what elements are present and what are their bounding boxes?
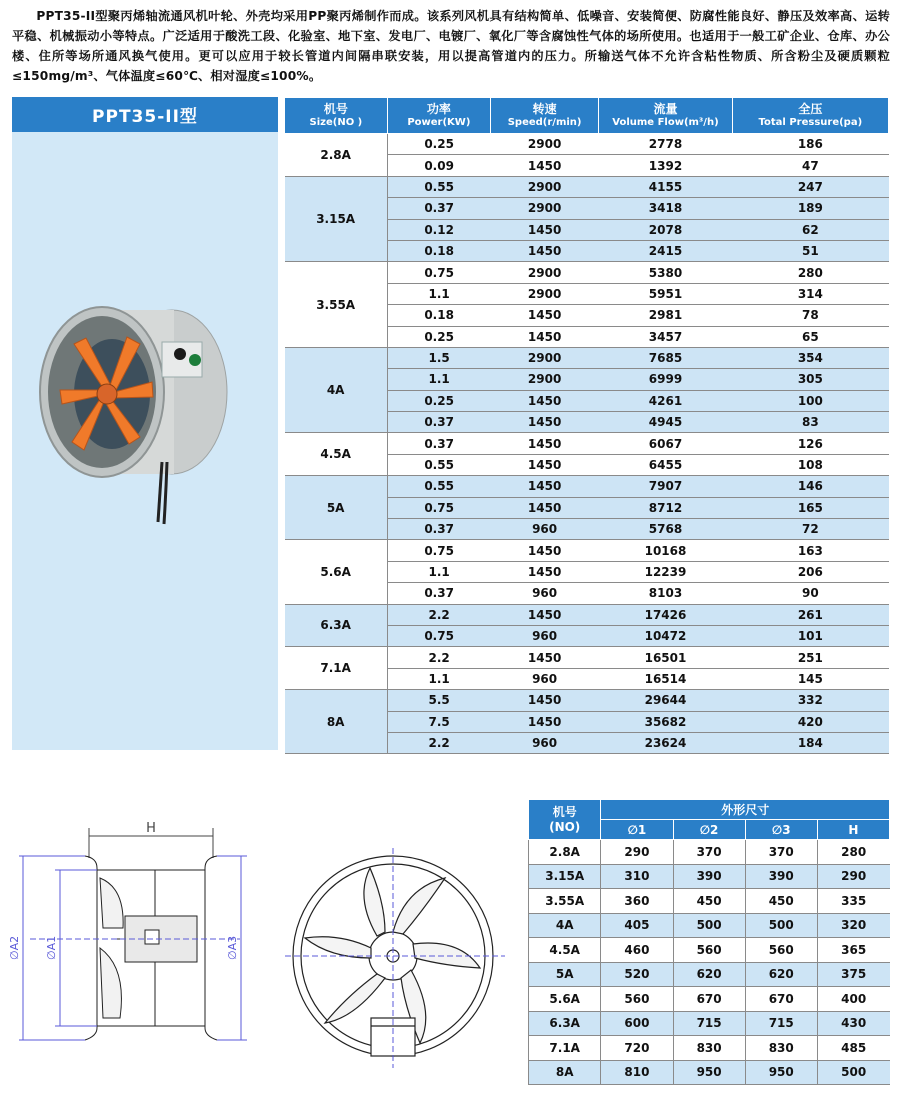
spec-cell-speed: 2900 [490, 369, 598, 390]
spec-cell-speed: 2900 [490, 283, 598, 304]
dim-header-d2: ∅2 [673, 820, 745, 840]
spec-cell-pressure: 78 [732, 305, 888, 326]
spec-cell-flow: 6067 [599, 433, 732, 454]
spec-cell-flow: 2981 [599, 305, 732, 326]
dim-cell-h: 400 [817, 987, 889, 1012]
dim-cell-h: 280 [817, 840, 889, 865]
spec-cell-power: 0.25 [387, 134, 490, 155]
spec-row [285, 176, 889, 197]
spec-cell-speed: 1450 [490, 326, 598, 347]
spec-cell-flow: 2778 [599, 134, 732, 155]
spec-cell-pressure: 305 [732, 369, 888, 390]
spec-table [284, 97, 889, 754]
dim-cell-d2: 620 [673, 962, 745, 987]
spec-cell-speed: 1450 [490, 690, 598, 711]
dim-cell-h: 290 [817, 864, 889, 889]
spec-cell-pressure: 145 [732, 668, 888, 689]
spec-cell-power: 1.1 [387, 283, 490, 304]
spec-cell-speed: 1450 [490, 219, 598, 240]
dim-cell-d2: 830 [673, 1036, 745, 1061]
dim-cell-d2: 500 [673, 913, 745, 938]
dim-header-h: H [817, 820, 889, 840]
spec-cell-speed: 1450 [490, 604, 598, 625]
spec-header-row [285, 98, 889, 134]
spec-cell-flow: 16514 [599, 668, 732, 689]
dim-header-group: 外形尺寸 [601, 800, 890, 820]
spec-cell-speed: 1450 [490, 476, 598, 497]
spec-cell-flow: 8103 [599, 583, 732, 604]
dim-cell-d1: 560 [601, 987, 673, 1012]
spec-cell-size: 6.3A [285, 604, 388, 647]
spec-cell-flow: 16501 [599, 647, 732, 668]
spec-cell-speed: 2900 [490, 198, 598, 219]
dim-cell-model: 8A [529, 1060, 601, 1085]
header-speed [490, 98, 598, 134]
spec-cell-size: 4.5A [285, 433, 388, 476]
dim-cell-d1: 405 [601, 913, 673, 938]
header-flow-cn: 流量 [653, 101, 678, 116]
dim-cell-d3: 450 [745, 889, 817, 914]
dim-row [529, 1011, 890, 1036]
spec-cell-pressure: 314 [732, 283, 888, 304]
header-flow [599, 98, 732, 134]
spec-cell-flow: 12239 [599, 561, 732, 582]
dim-label-a1: ∅A1 [45, 935, 58, 960]
spec-cell-power: 1.1 [387, 561, 490, 582]
dim-cell-h: 365 [817, 938, 889, 963]
spec-cell-flow: 35682 [599, 711, 732, 732]
spec-cell-speed: 1450 [490, 647, 598, 668]
spec-row [285, 647, 889, 668]
dim-cell-h: 500 [817, 1060, 889, 1085]
spec-cell-power: 5.5 [387, 690, 490, 711]
spec-cell-flow: 3457 [599, 326, 732, 347]
spec-cell-pressure: 65 [732, 326, 888, 347]
spec-row [285, 134, 889, 155]
spec-cell-flow: 5380 [599, 262, 732, 283]
spec-cell-speed: 1450 [490, 711, 598, 732]
spec-cell-power: 0.25 [387, 390, 490, 411]
spec-cell-flow: 3418 [599, 198, 732, 219]
dim-label-h: H [146, 821, 156, 836]
spec-row [285, 347, 889, 368]
dim-cell-d3: 370 [745, 840, 817, 865]
spec-cell-power: 0.25 [387, 326, 490, 347]
spec-cell-power: 0.75 [387, 262, 490, 283]
spec-cell-power: 0.55 [387, 176, 490, 197]
dim-row [529, 913, 890, 938]
header-pressure-cn: 全压 [798, 101, 823, 116]
dim-cell-d3: 670 [745, 987, 817, 1012]
spec-cell-speed: 960 [490, 732, 598, 753]
dim-header-row [529, 800, 890, 820]
dim-cell-d1: 720 [601, 1036, 673, 1061]
spec-cell-flow: 1392 [599, 155, 732, 176]
spec-cell-speed: 1450 [490, 155, 598, 176]
dim-cell-d2: 670 [673, 987, 745, 1012]
spec-cell-pressure: 47 [732, 155, 888, 176]
dim-cell-d1: 460 [601, 938, 673, 963]
spec-cell-pressure: 100 [732, 390, 888, 411]
dim-cell-model: 3.15A [529, 864, 601, 889]
dim-row [529, 938, 890, 963]
dim-cell-model: 4.5A [529, 938, 601, 963]
dim-cell-d2: 560 [673, 938, 745, 963]
dim-cell-h: 485 [817, 1036, 889, 1061]
spec-cell-speed: 1450 [490, 412, 598, 433]
spec-cell-flow: 5768 [599, 519, 732, 540]
spec-cell-speed: 1450 [490, 390, 598, 411]
spec-cell-pressure: 108 [732, 454, 888, 475]
spec-cell-flow: 10472 [599, 625, 732, 646]
dim-cell-model: 7.1A [529, 1036, 601, 1061]
header-pressure [732, 98, 888, 134]
dim-cell-h: 335 [817, 889, 889, 914]
dim-cell-model: 6.3A [529, 1011, 601, 1036]
dim-cell-d2: 450 [673, 889, 745, 914]
spec-row [285, 433, 889, 454]
spec-cell-pressure: 261 [732, 604, 888, 625]
intro-paragraph [12, 6, 890, 86]
spec-cell-pressure: 280 [732, 262, 888, 283]
fan-photo [12, 132, 278, 750]
spec-cell-size: 5.6A [285, 540, 388, 604]
spec-cell-speed: 2900 [490, 134, 598, 155]
spec-cell-speed: 960 [490, 519, 598, 540]
spec-cell-size: 2.8A [285, 134, 388, 177]
spec-cell-pressure: 62 [732, 219, 888, 240]
dim-cell-d1: 520 [601, 962, 673, 987]
intro-text: PPT35-II型聚丙烯轴流通风机叶轮、外壳均采用PP聚丙烯制作而成。该系列风机具有结构简单、低噪音、安装简便、防腐性能良好、静压及效率高、运转平稳、机械振动小等特点。广泛适用于酸洗工段、化验室、地下室、发电厂、电镀厂、氧化厂等含腐蚀性气体的场所使用。也适用于一般工矿企业、仓库、办公楼、住所等场所通风换气使用。更可以应用于较长管道内间隔串联安装，用以提高管道内的压力。所输送气体不允许含粘性物质、所含粉尘及硬质颗粒≤150mg/m³、气体温度≤60℃、相对湿度≤100%。 [12, 9, 890, 83]
header-size-cn: 机号 [323, 101, 348, 116]
spec-cell-power: 0.37 [387, 519, 490, 540]
header-power-en: Power(KW) [407, 116, 471, 128]
spec-cell-speed: 960 [490, 625, 598, 646]
header-size [285, 98, 388, 134]
spec-cell-speed: 1450 [490, 561, 598, 582]
dim-cell-model: 5.6A [529, 987, 601, 1012]
header-speed-cn: 转速 [532, 101, 557, 116]
dim-cell-model: 4A [529, 913, 601, 938]
dim-row [529, 864, 890, 889]
spec-cell-speed: 1450 [490, 433, 598, 454]
spec-cell-flow: 5951 [599, 283, 732, 304]
spec-cell-pressure: 72 [732, 519, 888, 540]
dimension-table [528, 799, 890, 1085]
dim-cell-h: 320 [817, 913, 889, 938]
product-photo-panel [12, 132, 278, 750]
header-speed-en: Speed(r/min) [507, 116, 582, 128]
spec-cell-pressure: 247 [732, 176, 888, 197]
spec-cell-size: 4A [285, 347, 388, 433]
spec-cell-flow: 7907 [599, 476, 732, 497]
dim-cell-d3: 715 [745, 1011, 817, 1036]
spec-cell-speed: 2900 [490, 262, 598, 283]
spec-cell-power: 0.09 [387, 155, 490, 176]
spec-cell-flow: 7685 [599, 347, 732, 368]
spec-cell-speed: 2900 [490, 176, 598, 197]
spec-cell-pressure: 184 [732, 732, 888, 753]
spec-cell-speed: 1450 [490, 540, 598, 561]
spec-cell-power: 1.5 [387, 347, 490, 368]
dim-cell-d3: 500 [745, 913, 817, 938]
spec-cell-speed: 1450 [490, 454, 598, 475]
spec-cell-power: 0.75 [387, 540, 490, 561]
spec-row [285, 262, 889, 283]
spec-cell-power: 0.55 [387, 454, 490, 475]
spec-cell-pressure: 146 [732, 476, 888, 497]
spec-cell-speed: 960 [490, 668, 598, 689]
spec-row [285, 476, 889, 497]
spec-cell-size: 3.15A [285, 176, 388, 262]
spec-cell-flow: 8712 [599, 497, 732, 518]
dim-cell-d1: 360 [601, 889, 673, 914]
spec-cell-power: 0.37 [387, 433, 490, 454]
dim-row [529, 1060, 890, 1085]
spec-cell-pressure: 83 [732, 412, 888, 433]
front-view-drawing [285, 848, 505, 1068]
spec-cell-pressure: 186 [732, 134, 888, 155]
spec-cell-power: 1.1 [387, 668, 490, 689]
spec-row [285, 690, 889, 711]
spec-cell-size: 8A [285, 690, 388, 754]
spec-cell-power: 2.2 [387, 732, 490, 753]
spec-cell-pressure: 126 [732, 433, 888, 454]
side-view-drawing [5, 818, 265, 1068]
dim-cell-d1: 810 [601, 1060, 673, 1085]
dim-row [529, 840, 890, 865]
spec-cell-pressure: 90 [732, 583, 888, 604]
dim-cell-d1: 290 [601, 840, 673, 865]
spec-cell-pressure: 163 [732, 540, 888, 561]
dim-cell-model: 3.55A [529, 889, 601, 914]
spec-cell-power: 0.37 [387, 198, 490, 219]
spec-cell-pressure: 354 [732, 347, 888, 368]
spec-cell-speed: 2900 [490, 347, 598, 368]
spec-cell-power: 2.2 [387, 604, 490, 625]
spec-cell-speed: 1450 [490, 240, 598, 261]
spec-cell-size: 3.55A [285, 262, 388, 348]
dim-cell-d3: 950 [745, 1060, 817, 1085]
header-power [387, 98, 490, 134]
spec-row [285, 604, 889, 625]
spec-cell-power: 0.18 [387, 240, 490, 261]
spec-cell-power: 0.12 [387, 219, 490, 240]
spec-cell-speed: 1450 [490, 305, 598, 326]
spec-cell-pressure: 332 [732, 690, 888, 711]
spec-cell-power: 0.75 [387, 625, 490, 646]
spec-cell-flow: 23624 [599, 732, 732, 753]
dim-header-d1: ∅1 [601, 820, 673, 840]
spec-cell-pressure: 189 [732, 198, 888, 219]
spec-cell-flow: 6455 [599, 454, 732, 475]
header-flow-en: Volume Flow(m³/h) [612, 116, 719, 128]
dim-cell-h: 375 [817, 962, 889, 987]
spec-cell-flow: 2078 [599, 219, 732, 240]
spec-cell-flow: 4261 [599, 390, 732, 411]
spec-cell-flow: 2415 [599, 240, 732, 261]
spec-cell-size: 5A [285, 476, 388, 540]
dim-cell-d1: 310 [601, 864, 673, 889]
header-power-cn: 功率 [426, 101, 451, 116]
product-title: PPT35-II型 [12, 97, 278, 132]
dim-cell-d2: 950 [673, 1060, 745, 1085]
spec-cell-flow: 10168 [599, 540, 732, 561]
spec-cell-pressure: 165 [732, 497, 888, 518]
spec-cell-power: 7.5 [387, 711, 490, 732]
spec-cell-flow: 4945 [599, 412, 732, 433]
dim-cell-d3: 560 [745, 938, 817, 963]
spec-cell-flow: 17426 [599, 604, 732, 625]
spec-cell-speed: 1450 [490, 497, 598, 518]
spec-cell-pressure: 251 [732, 647, 888, 668]
spec-cell-power: 0.37 [387, 412, 490, 433]
spec-cell-speed: 960 [490, 583, 598, 604]
dim-cell-model: 5A [529, 962, 601, 987]
spec-cell-pressure: 101 [732, 625, 888, 646]
spec-cell-flow: 29644 [599, 690, 732, 711]
header-pressure-en: Total Pressure(pa) [758, 116, 863, 128]
dim-cell-d3: 620 [745, 962, 817, 987]
dim-cell-d3: 390 [745, 864, 817, 889]
spec-cell-flow: 4155 [599, 176, 732, 197]
header-size-en: Size(NO ) [309, 116, 363, 128]
dim-cell-d2: 390 [673, 864, 745, 889]
dim-row [529, 889, 890, 914]
dim-cell-h: 430 [817, 1011, 889, 1036]
spec-cell-power: 0.37 [387, 583, 490, 604]
spec-cell-size: 7.1A [285, 647, 388, 690]
spec-cell-flow: 6999 [599, 369, 732, 390]
dim-row [529, 962, 890, 987]
spec-cell-pressure: 51 [732, 240, 888, 261]
dim-cell-d2: 715 [673, 1011, 745, 1036]
dim-label-a2: ∅A2 [8, 935, 21, 960]
spec-cell-power: 2.2 [387, 647, 490, 668]
dim-row [529, 1036, 890, 1061]
spec-cell-power: 1.1 [387, 369, 490, 390]
spec-cell-power: 0.18 [387, 305, 490, 326]
spec-cell-pressure: 420 [732, 711, 888, 732]
dim-cell-d1: 600 [601, 1011, 673, 1036]
dim-label-a3: ∅A3 [226, 935, 239, 960]
spec-cell-power: 0.55 [387, 476, 490, 497]
dim-header-d3: ∅3 [745, 820, 817, 840]
dim-cell-d2: 370 [673, 840, 745, 865]
spec-cell-pressure: 206 [732, 561, 888, 582]
dim-row [529, 987, 890, 1012]
dim-header-model: 机号 (NO) [529, 800, 601, 840]
dim-cell-model: 2.8A [529, 840, 601, 865]
spec-cell-power: 0.75 [387, 497, 490, 518]
dim-cell-d3: 830 [745, 1036, 817, 1061]
spec-row [285, 540, 889, 561]
